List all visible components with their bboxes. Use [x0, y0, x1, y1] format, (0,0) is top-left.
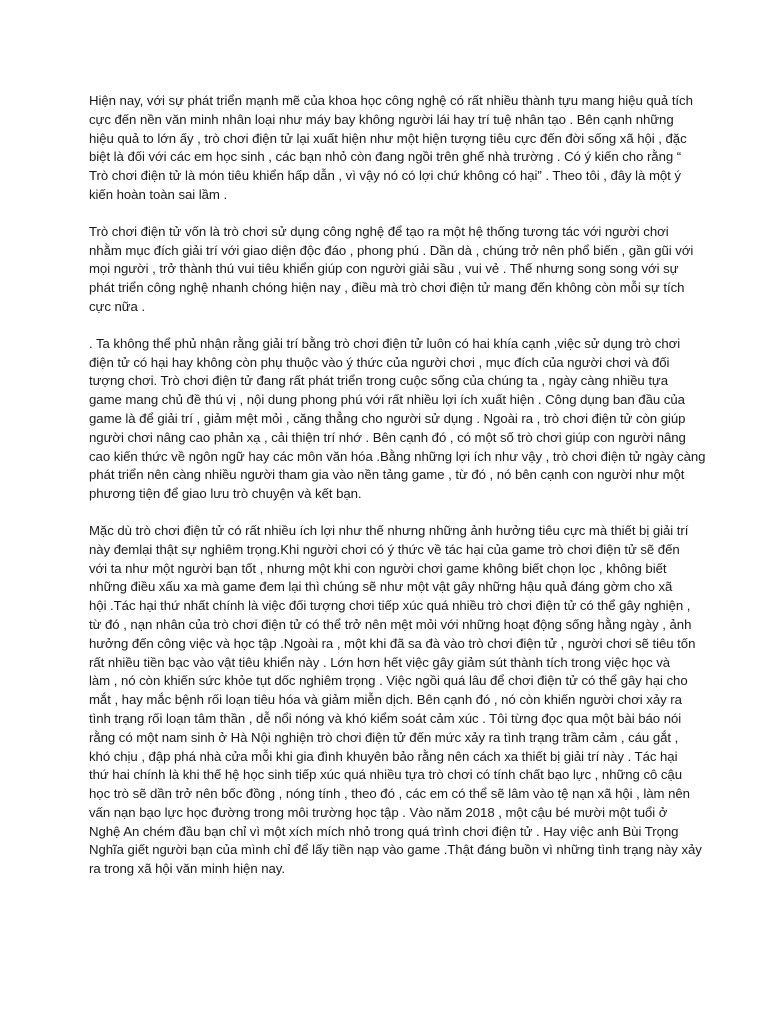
- text-line: vấn nạn bạo lực học đường trong môi trường học tập . Vào năm 2018 , một cậu bé mười một tuổi ở: [89, 804, 668, 820]
- paragraph-harms: [89, 522, 708, 879]
- text-line: Trò chơi điện tử vốn là trò chơi sử dụng công nghệ để tạo ra một hệ thống tương tác với người chơi: [89, 223, 669, 239]
- paragraph-intro: [89, 92, 708, 205]
- text-line: mọi người , trở thành thú vui tiêu khiển giúp con người giải sầu , vui vẻ . Thế nhưng song song với sự: [89, 261, 679, 277]
- text-line: tình trạng rối loạn tâm thần , dễ nổi nóng và khó kiểm soát cảm xúc . Tôi từng đọc qua một bài báo nói: [89, 710, 682, 726]
- text-line: kiến hoàn toàn sai lầm .: [89, 186, 228, 202]
- paragraph-benefits: [89, 335, 708, 504]
- text-line: này đemlại thật sự nghiêm trọng.Khi người chơi có ý thức về tác hại của game trò chơi điện tử sẽ đến: [89, 541, 680, 557]
- text-line: người chơi nâng cao phản xạ , cải thiện trí nhớ . Bên cạnh đó , có một số trò chơi giúp con người nâng: [89, 429, 686, 445]
- text-line: Trò chơi điện tử là món tiêu khiển hấp dẫn , vì vậy nó có lợi chứ không có hại” . Theo tôi , đây là một ý: [89, 168, 681, 184]
- text-line: game là để giải trí , giảm mệt mỏi , căng thẳng cho người sử dụng . Ngoài ra , trò chơi điện tử còn giúp: [89, 410, 686, 426]
- text-line: khó chịu , đập phá nhà cửa mỗi khi gia đình khuyên bảo rằng nên cách xa thiết bị giải trí này . Tác hại: [89, 748, 678, 764]
- text-line: cao kiến thức về ngôn ngữ hay các môn văn hóa .Bằng những lợi ích như vậy , trò chơi điện tử ngày càng: [89, 448, 706, 464]
- text-line: . Ta không thể phủ nhận rằng giải trí bằng trò chơi điện tử luôn có hai khía cạnh ,việc sử dụng trò chơi: [89, 335, 681, 351]
- text-line: hội .Tác hại thứ nhất chính là việc đối tượng chơi tiếp xúc quá nhiều trò chơi điện tử có thể gây nghiện ,: [89, 598, 691, 614]
- text-line: Nghệ An chém đầu bạn chỉ vì một xích mích nhỏ trong quá trình chơi điện tử . Hay việc anh Bùi Trọng: [89, 823, 679, 839]
- text-line: thứ hai chính là khi thế hệ học sinh tiếp xúc quá nhiều tựa trò chơi có tính chất bạo lực , những cô cậu: [89, 767, 682, 783]
- text-line: cực đến nền văn minh nhân loại như máy bay không người lái hay trí tuệ nhân tạo . Bên cạnh những: [89, 111, 674, 127]
- text-line: Mặc dù trò chơi điện tử có rất nhiều ích lợi như thế nhưng những ảnh hưởng tiêu cực mà thiết bị giải trí: [89, 522, 689, 538]
- text-line: game mang chủ đề thú vị , nội dung phong phú với rất nhiều lợi ích xuất hiện . Công dụng ban đầu của: [89, 392, 685, 408]
- text-line: biệt là đối với các em học sinh , các bạn nhỏ còn đang ngồi trên ghế nhà trường . Có ý kiến cho rằng “: [89, 149, 682, 165]
- text-line: hiệu quả to lớn ấy , trò chơi điện tử lại xuất hiện như một hiện tượng tiêu cực đến đời sống xã hội , đặc: [89, 130, 687, 146]
- text-line: với ta như một người bạn tốt , nhưng một khi con người chơi game không biết chọn lọc , không biết: [89, 560, 667, 576]
- text-line: Hiện nay, với sự phát triển mạnh mẽ của khoa học công nghệ có rất nhiều thành tựu mang hiệu quả tích: [89, 93, 693, 108]
- text-line: phát triển nên càng nhiều người tham gia vào nền tảng game , từ đó , nó bên cạnh con người như một: [89, 467, 685, 483]
- text-line: tượng chơi. Trò chơi điện tử đang rất phát triển trong cuộc sống của chúng ta , ngày càng nhiều tựa: [89, 373, 668, 389]
- text-line: rất nhiều tiền bạc vào vật tiêu khiển này . Lớn hơn hết việc gây giảm sút thành tích trong việc học và: [89, 654, 671, 670]
- text-line: nhằm mục đích giải trí với giao diện độc đáo , phong phú . Dần dà , chúng trở nên phổ biến , gần gũi với: [89, 242, 694, 258]
- text-line: phát triển công nghệ nhanh chóng hiện nay , điều mà trò chơi điện tử mang đến không còn mỗi sự tích: [89, 280, 685, 296]
- paragraph-definition: [89, 223, 708, 317]
- text-line: điện tử có hại hay không còn phụ thuộc vào ý thức của người chơi , mục đích của người chơi và đối: [89, 354, 670, 370]
- text-line: học trò sẽ dần trở nên bốc đồng , nóng tính , theo đó , các em có thể sẽ lâm vào tệ nạn xã hội , làm nên: [89, 786, 690, 802]
- text-line: cực nữa .: [89, 298, 146, 314]
- text-line: những điều xấu xa mà game đem lại thì chúng sẽ như một vật gây những hậu quả đáng gờm cho xã: [89, 579, 673, 595]
- text-line: phương tiện để giao lưu trò chuyện và kết bạn.: [89, 486, 362, 502]
- text-line: mắt , hay mắc bệnh rối loạn tiêu hóa và giảm miễn dịch. Bên cạnh đó , nó còn khiến người chơi xảy ra: [89, 692, 682, 708]
- text-line: từ đó , nạn nhân của trò chơi điện tử có thể trở nên mệt mỏi với những hoạt động sống hằng ngày , ảnh: [89, 616, 692, 632]
- text-line: làm , nó còn khiến sức khỏe tụt dốc nghiêm trọng . Việc ngồi quá lâu để chơi điện tử có thể gây hại cho: [89, 673, 688, 689]
- text-line: rằng có một nam sinh ở Hà Nội nghiện trò chơi điện tử đến mức xảy ra tình trạng trầm cảm , cáu gắt ,: [89, 729, 679, 745]
- text-line: Nghĩa giết người bạn của mình chỉ để lấy tiền nạp vào game .Thật đáng buồn vì những tình trạng này xảy: [89, 842, 702, 858]
- text-line: hưởng đến công việc và học tập .Ngoài ra , một khi đã sa đà vào trò chơi điện tử , người chơi sẽ tiêu tốn: [89, 635, 696, 651]
- text-line: ra trong xã hội văn minh hiện nay.: [89, 861, 285, 877]
